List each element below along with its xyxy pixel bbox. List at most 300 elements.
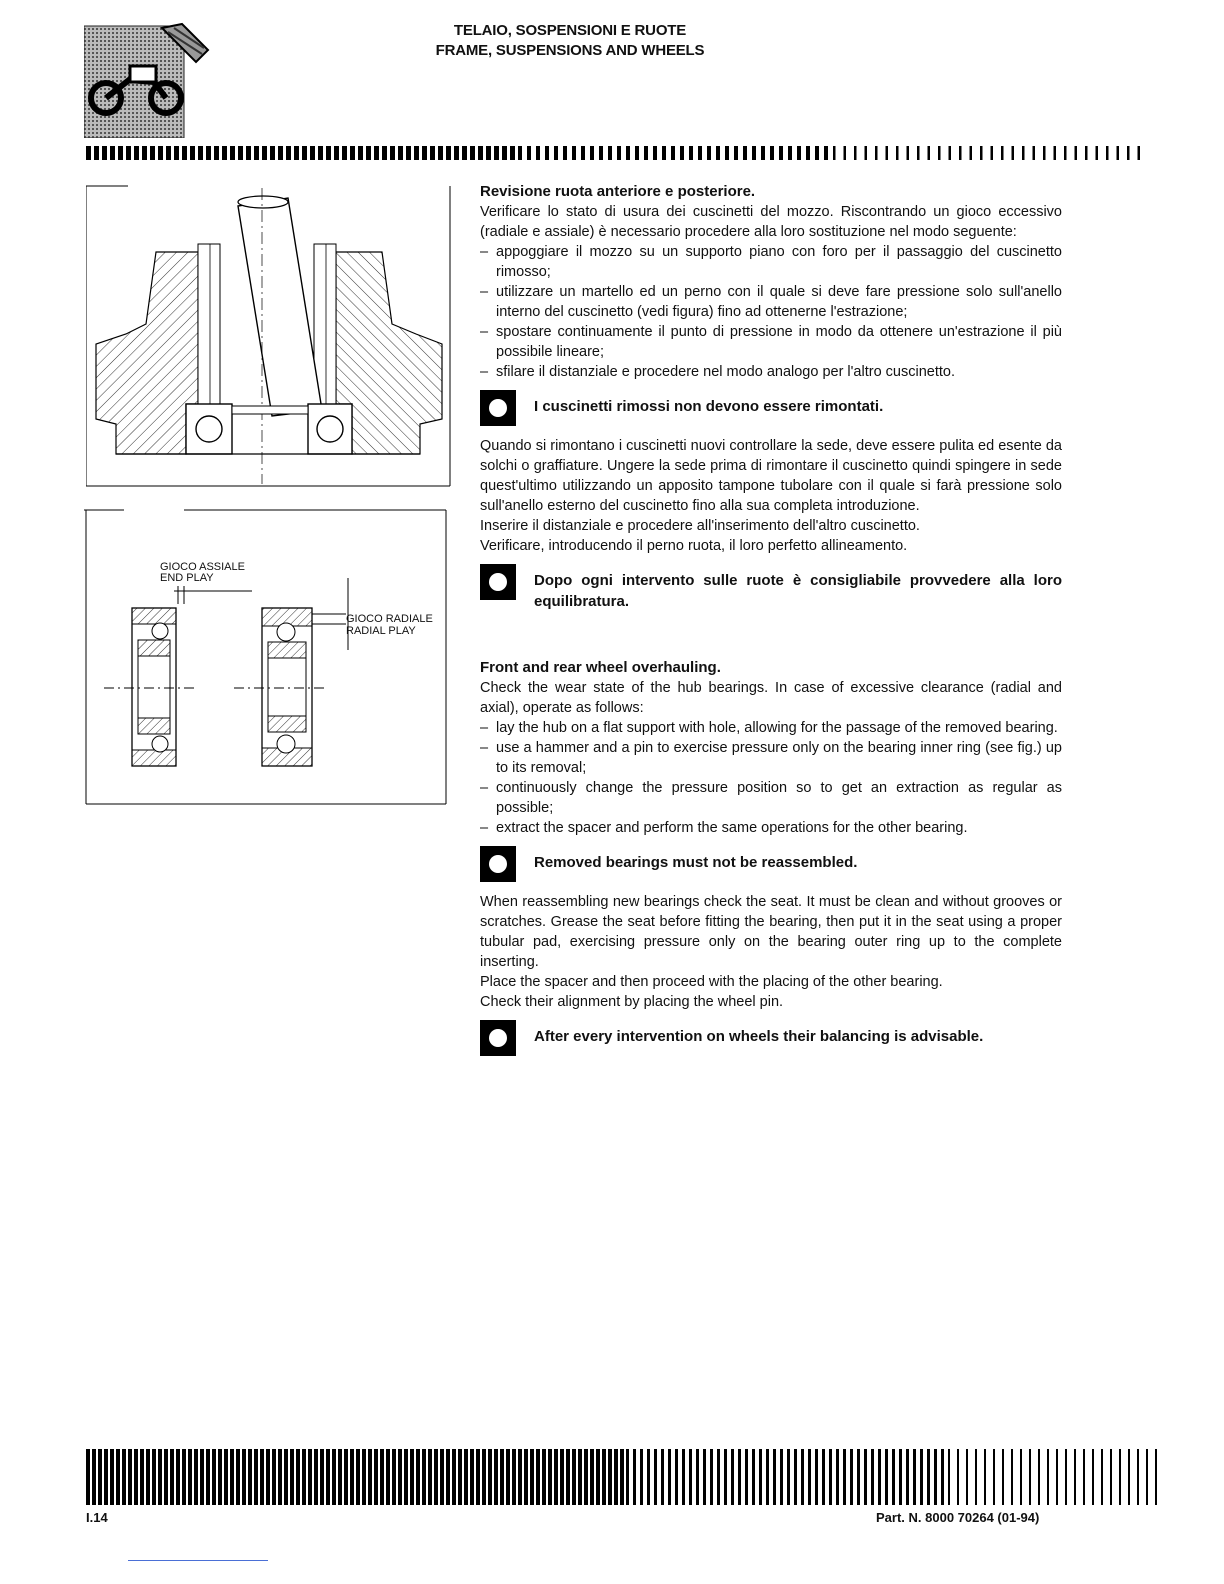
rule-segment: [462, 146, 467, 160]
rule-segment: [680, 146, 684, 160]
rule-segment: [635, 146, 639, 160]
barcode-segment: [542, 1449, 546, 1505]
barcode-segment: [675, 1449, 678, 1505]
rule-segment: [938, 146, 941, 160]
rule-segment: [134, 146, 139, 160]
rule-segment: [366, 146, 371, 160]
page-header: [300, 21, 840, 61]
barcode-segment: [302, 1449, 306, 1505]
barcode-segment: [608, 1449, 612, 1505]
rule-segment: [350, 146, 355, 160]
rule-segment: [875, 146, 878, 160]
barcode-segment: [116, 1449, 120, 1505]
rule-segment: [590, 146, 594, 160]
section-logo-icon: [84, 20, 212, 138]
barcode-segment: [572, 1449, 576, 1505]
rule-segment: [698, 146, 702, 160]
barcode-segment: [398, 1449, 402, 1505]
barcode-segment: [308, 1449, 312, 1505]
barcode-segment: [829, 1449, 832, 1505]
rule-segment: [1085, 146, 1088, 160]
barcode-segment: [941, 1449, 944, 1505]
barcode-segment: [864, 1449, 867, 1505]
barcode-segment: [993, 1449, 995, 1505]
rule-segment: [980, 146, 983, 160]
barcode-segment: [801, 1449, 804, 1505]
barcode-segment: [218, 1449, 222, 1505]
radial-play-label-en: RADIAL PLAY: [346, 625, 416, 637]
italian-note-1-text: I cuscinetti rimossi non devono essere rimontati.: [534, 398, 884, 415]
hub-bearing-removal-figure: [86, 184, 454, 489]
barcode-segment: [368, 1449, 372, 1505]
barcode-segment: [766, 1449, 769, 1505]
rule-segment: [502, 146, 507, 160]
rule-segment: [1022, 146, 1025, 160]
rule-segment: [854, 146, 857, 160]
english-heading: Front and rear wheel overhauling.: [480, 659, 721, 676]
page-number: I.14: [86, 1510, 108, 1525]
barcode-segment: [626, 1449, 629, 1505]
barcode-segment: [948, 1449, 950, 1505]
barcode-segment: [194, 1449, 198, 1505]
barcode-segment: [710, 1449, 713, 1505]
rule-segment: [527, 146, 531, 160]
rule-segment: [486, 146, 491, 160]
rule-segment: [318, 146, 323, 160]
barcode-segment: [878, 1449, 881, 1505]
rule-segment: [262, 146, 267, 160]
barcode-segment: [724, 1449, 727, 1505]
rule-segment: [797, 146, 801, 160]
barcode-segment: [146, 1449, 150, 1505]
rule-segment: [1033, 146, 1036, 160]
bearing-play-figure: [84, 508, 448, 806]
barcode-segment: [913, 1449, 916, 1505]
barcode-segment: [248, 1449, 252, 1505]
barcode-segment: [892, 1449, 895, 1505]
barcode-segment: [110, 1449, 114, 1505]
rule-segment: [734, 146, 738, 160]
english-note-1-text: Removed bearings must not be reassembled.: [534, 854, 858, 871]
italian-intro: Verificare lo stato di usura dei cuscinetti del mozzo. Riscontrando un gioco eccessivo (radiale e assiale) è necessario procedere alla loro sostituzione nel modo seguente:: [480, 204, 1062, 240]
rule-segment: [844, 146, 847, 160]
barcode-segment: [731, 1449, 734, 1505]
barcode-segment: [434, 1449, 438, 1505]
rule-segment: [970, 146, 973, 160]
barcode-segment: [524, 1449, 528, 1505]
rule-segment: [662, 146, 666, 160]
barcode-segment: [927, 1449, 930, 1505]
rule-segment: [142, 146, 147, 160]
rule-segment: [518, 146, 522, 160]
rule-segment: [1127, 146, 1130, 160]
radial-play-label-it: GIOCO RADIALE: [346, 613, 433, 625]
barcode-segment: [957, 1449, 959, 1505]
barcode-segment: [164, 1449, 168, 1505]
rule-segment: [689, 146, 693, 160]
rule-segment: [949, 146, 952, 160]
barcode-segment: [374, 1449, 378, 1505]
barcode-segment: [1038, 1449, 1040, 1505]
rule-segment: [454, 146, 459, 160]
rule-segment: [554, 146, 558, 160]
barcode-segment: [362, 1449, 366, 1505]
barcode-segment: [272, 1449, 276, 1505]
rule-segment: [626, 146, 630, 160]
rule-segment: [1001, 146, 1004, 160]
rule-segment: [959, 146, 962, 160]
english-para-3: Check their alignment by placing the wheel pin.: [480, 994, 784, 1010]
rule-segment: [1106, 146, 1109, 160]
barcode-segment: [654, 1449, 657, 1505]
rule-segment: [246, 146, 251, 160]
barcode-segment: [506, 1449, 510, 1505]
english-para-2: Place the spacer and then proceed with the placing of the other bearing.: [480, 974, 943, 990]
barcode-segment: [689, 1449, 692, 1505]
rule-segment: [1117, 146, 1120, 160]
barcode-segment: [494, 1449, 498, 1505]
list-item: – use a hammer and a pin to exercise pressure only on the bearing inner ring (see fig.) up to its removal;: [480, 738, 1062, 778]
rule-segment: [563, 146, 567, 160]
barcode-segment: [590, 1449, 594, 1505]
barcode-segment: [885, 1449, 888, 1505]
rule-segment: [326, 146, 331, 160]
barcode-segment: [787, 1449, 790, 1505]
rule-segment: [1096, 146, 1099, 160]
barcode-segment: [899, 1449, 902, 1505]
barcode-segment: [326, 1449, 330, 1505]
barcode-segment: [602, 1449, 606, 1505]
rule-segment: [608, 146, 612, 160]
barcode-segment: [822, 1449, 825, 1505]
rule-segment: [198, 146, 203, 160]
rule-segment: [310, 146, 315, 160]
italian-note-2-text: Dopo ogni intervento sulle ruote è consigliabile provvedere alla loro equilibratura.: [534, 572, 1062, 610]
barcode-segment: [596, 1449, 600, 1505]
italian-steps: [480, 242, 1062, 382]
barcode-segment: [536, 1449, 540, 1505]
english-intro: Check the wear state of the hub bearings. In case of excessive clearance (radial and axial), operate as follows:: [480, 680, 1062, 716]
barcode-segment: [843, 1449, 846, 1505]
barcode-segment: [452, 1449, 456, 1505]
barcode-segment: [140, 1449, 144, 1505]
rule-segment: [779, 146, 783, 160]
rule-segment: [1075, 146, 1078, 160]
header-title-it: TELAIO, SOSPENSIONI E RUOTE: [453, 22, 687, 39]
barcode-segment: [458, 1449, 462, 1505]
rule-segment: [1054, 146, 1057, 160]
rule-segment: [1012, 146, 1015, 160]
barcode-segment: [906, 1449, 909, 1505]
top-rule-bar: [86, 146, 1152, 160]
english-note-2-text: After every intervention on wheels their balancing is advisable.: [534, 1028, 984, 1045]
bottom-barcode-bar: [86, 1449, 1158, 1505]
rule-segment: [126, 146, 131, 160]
warning-icon: [480, 390, 516, 426]
rule-segment: [928, 146, 931, 160]
end-play-label-it: GIOCO ASSIALE: [160, 561, 245, 573]
barcode-segment: [836, 1449, 839, 1505]
italian-note-1: [480, 390, 1062, 426]
rule-segment: [238, 146, 243, 160]
barcode-segment: [224, 1449, 228, 1505]
barcode-segment: [566, 1449, 570, 1505]
barcode-segment: [380, 1449, 384, 1505]
barcode-segment: [696, 1449, 699, 1505]
barcode-segment: [92, 1449, 96, 1505]
barcode-segment: [1020, 1449, 1022, 1505]
italian-note-2: [480, 564, 1062, 612]
barcode-segment: [182, 1449, 186, 1505]
barcode-segment: [470, 1449, 474, 1505]
barcode-segment: [344, 1449, 348, 1505]
barcode-segment: [1029, 1449, 1031, 1505]
barcode-segment: [512, 1449, 516, 1505]
rule-segment: [788, 146, 792, 160]
rule-segment: [334, 146, 339, 160]
english-steps: [480, 718, 1062, 838]
barcode-segment: [1074, 1449, 1076, 1505]
barcode-segment: [975, 1449, 977, 1505]
rule-segment: [358, 146, 363, 160]
barcode-segment: [338, 1449, 342, 1505]
rule-segment: [430, 146, 435, 160]
italian-heading: Revisione ruota anteriore e posteriore.: [480, 183, 756, 200]
barcode-segment: [1002, 1449, 1004, 1505]
barcode-segment: [745, 1449, 748, 1505]
barcode-segment: [212, 1449, 216, 1505]
italian-para-2: Inserire il distanziale e procedere all'inserimento dell'altro cuscinetto.: [480, 518, 920, 534]
barcode-segment: [188, 1449, 192, 1505]
barcode-segment: [350, 1449, 354, 1505]
rule-segment: [653, 146, 657, 160]
rule-segment: [572, 146, 576, 160]
rule-segment: [422, 146, 427, 160]
barcode-segment: [1128, 1449, 1130, 1505]
barcode-segment: [984, 1449, 986, 1505]
barcode-segment: [500, 1449, 504, 1505]
barcode-segment: [464, 1449, 468, 1505]
barcode-segment: [98, 1449, 102, 1505]
warning-icon: [480, 564, 516, 600]
rule-segment: [270, 146, 275, 160]
rule-segment: [536, 146, 540, 160]
barcode-segment: [815, 1449, 818, 1505]
part-number: Part. N. 8000 70264 (01-94): [876, 1510, 1040, 1525]
rule-segment: [374, 146, 379, 160]
barcode-segment: [1056, 1449, 1058, 1505]
barcode-segment: [773, 1449, 776, 1505]
barcode-segment: [966, 1449, 968, 1505]
barcode-segment: [230, 1449, 234, 1505]
barcode-segment: [1011, 1449, 1013, 1505]
rule-segment: [118, 146, 123, 160]
rule-segment: [510, 146, 515, 160]
rule-segment: [230, 146, 235, 160]
barcode-segment: [488, 1449, 492, 1505]
rule-segment: [671, 146, 675, 160]
rule-segment: [761, 146, 765, 160]
barcode-segment: [1092, 1449, 1094, 1505]
barcode-segment: [668, 1449, 671, 1505]
rule-segment: [617, 146, 621, 160]
barcode-segment: [647, 1449, 650, 1505]
barcode-segment: [717, 1449, 720, 1505]
rule-segment: [743, 146, 747, 160]
barcode-segment: [260, 1449, 264, 1505]
rule-segment: [182, 146, 187, 160]
rule-segment: [294, 146, 299, 160]
barcode-segment: [548, 1449, 552, 1505]
barcode-segment: [620, 1449, 624, 1505]
barcode-segment: [266, 1449, 270, 1505]
rule-segment: [102, 146, 107, 160]
rule-segment: [806, 146, 810, 160]
rule-segment: [382, 146, 387, 160]
rule-segment: [158, 146, 163, 160]
barcode-segment: [1047, 1449, 1049, 1505]
rule-segment: [494, 146, 499, 160]
barcode-segment: [934, 1449, 937, 1505]
rule-segment: [865, 146, 868, 160]
barcode-segment: [738, 1449, 741, 1505]
english-para-1: When reassembling new bearings check the seat. It must be clean and without grooves or scratches. Grease the seat before fitting the bearing, then put it in the seat using a proper tubular pad, exercising pressure only on the bearing outer ring up to the complete inserting.: [480, 894, 1062, 970]
rule-segment: [1043, 146, 1046, 160]
barcode-segment: [584, 1449, 588, 1505]
barcode-segment: [356, 1449, 360, 1505]
rule-segment: [414, 146, 419, 160]
barcode-segment: [416, 1449, 420, 1505]
rule-segment: [206, 146, 211, 160]
rule-segment: [398, 146, 403, 160]
barcode-segment: [404, 1449, 408, 1505]
barcode-segment: [320, 1449, 324, 1505]
barcode-segment: [614, 1449, 618, 1505]
rule-segment: [545, 146, 549, 160]
barcode-segment: [530, 1449, 534, 1505]
rule-segment: [390, 146, 395, 160]
barcode-segment: [152, 1449, 156, 1505]
rule-segment: [438, 146, 443, 160]
barcode-segment: [104, 1449, 108, 1505]
barcode-segment: [640, 1449, 643, 1505]
barcode-segment: [1065, 1449, 1067, 1505]
rule-segment: [406, 146, 411, 160]
barcode-segment: [518, 1449, 522, 1505]
rule-segment: [815, 146, 819, 160]
barcode-segment: [871, 1449, 874, 1505]
barcode-segment: [134, 1449, 138, 1505]
rule-segment: [254, 146, 259, 160]
rule-segment: [166, 146, 171, 160]
list-item: – lay the hub on a flat support with hole, allowing for the passage of the removed bearing.: [480, 718, 1062, 738]
rule-segment: [286, 146, 291, 160]
barcode-segment: [206, 1449, 210, 1505]
end-play-label-en: END PLAY: [160, 572, 214, 584]
main-text-column: [480, 182, 1062, 1066]
barcode-segment: [332, 1449, 336, 1505]
rule-segment: [214, 146, 219, 160]
rule-segment: [446, 146, 451, 160]
barcode-segment: [278, 1449, 282, 1505]
barcode-segment: [314, 1449, 318, 1505]
rule-segment: [86, 146, 91, 160]
list-item: – appoggiare il mozzo su un supporto piano con foro per il passaggio del cuscinetto rimosso;: [480, 242, 1062, 282]
rule-segment: [278, 146, 283, 160]
barcode-segment: [794, 1449, 797, 1505]
rule-segment: [917, 146, 920, 160]
barcode-segment: [410, 1449, 414, 1505]
rule-segment: [716, 146, 720, 160]
rule-segment: [896, 146, 899, 160]
list-item: – spostare continuamente il punto di pressione in modo da ottenere un'estrazione il più possibile lineare;: [480, 322, 1062, 362]
rule-segment: [581, 146, 585, 160]
warning-icon: [480, 1020, 516, 1056]
barcode-segment: [440, 1449, 444, 1505]
barcode-segment: [296, 1449, 300, 1505]
rule-segment: [707, 146, 711, 160]
rule-segment: [752, 146, 756, 160]
rule-segment: [824, 146, 828, 160]
barcode-segment: [1083, 1449, 1085, 1505]
barcode-segment: [780, 1449, 783, 1505]
barcode-segment: [752, 1449, 755, 1505]
rule-segment: [150, 146, 155, 160]
barcode-segment: [122, 1449, 126, 1505]
barcode-segment: [386, 1449, 390, 1505]
barcode-segment: [633, 1449, 636, 1505]
rule-segment: [907, 146, 910, 160]
barcode-segment: [920, 1449, 923, 1505]
rule-segment: [725, 146, 729, 160]
barcode-segment: [236, 1449, 240, 1505]
barcode-segment: [422, 1449, 426, 1505]
barcode-segment: [850, 1449, 853, 1505]
rule-segment: [991, 146, 994, 160]
barcode-segment: [857, 1449, 860, 1505]
english-note-1: [480, 846, 1062, 882]
barcode-segment: [703, 1449, 706, 1505]
rule-segment: [478, 146, 483, 160]
barcode-segment: [284, 1449, 288, 1505]
rule-segment: [1064, 146, 1067, 160]
barcode-segment: [661, 1449, 664, 1505]
barcode-segment: [476, 1449, 480, 1505]
rule-segment: [599, 146, 603, 160]
barcode-segment: [242, 1449, 246, 1505]
italian-para-1: Quando si rimontano i cuscinetti nuovi controllare la sede, deve essere pulita ed esente da solchi o graffiature. Ungere la sede prima di rimontare il cuscinetto quindi spingere in sede quest'ultimo utilizzando un apposito tampone tubolare con il quale si farà pressione solo sull'anello esterno del cuscinetto fino alla sua completa introduzione.: [480, 438, 1062, 514]
barcode-segment: [392, 1449, 396, 1505]
barcode-segment: [446, 1449, 450, 1505]
barcode-segment: [1110, 1449, 1112, 1505]
barcode-segment: [482, 1449, 486, 1505]
rule-segment: [833, 146, 836, 160]
barcode-segment: [158, 1449, 162, 1505]
rule-segment: [222, 146, 227, 160]
barcode-segment: [1155, 1449, 1157, 1505]
barcode-segment: [290, 1449, 294, 1505]
rule-segment: [1138, 146, 1141, 160]
rule-segment: [342, 146, 347, 160]
barcode-segment: [578, 1449, 582, 1505]
barcode-segment: [428, 1449, 432, 1505]
barcode-segment: [176, 1449, 180, 1505]
italian-para-3: Verificare, introducendo il perno ruota, il loro perfetto allineamento.: [480, 538, 908, 554]
barcode-segment: [682, 1449, 685, 1505]
header-title-en: FRAME, SUSPENSIONS AND WHEELS: [435, 42, 705, 59]
rule-segment: [644, 146, 648, 160]
barcode-segment: [86, 1449, 90, 1505]
